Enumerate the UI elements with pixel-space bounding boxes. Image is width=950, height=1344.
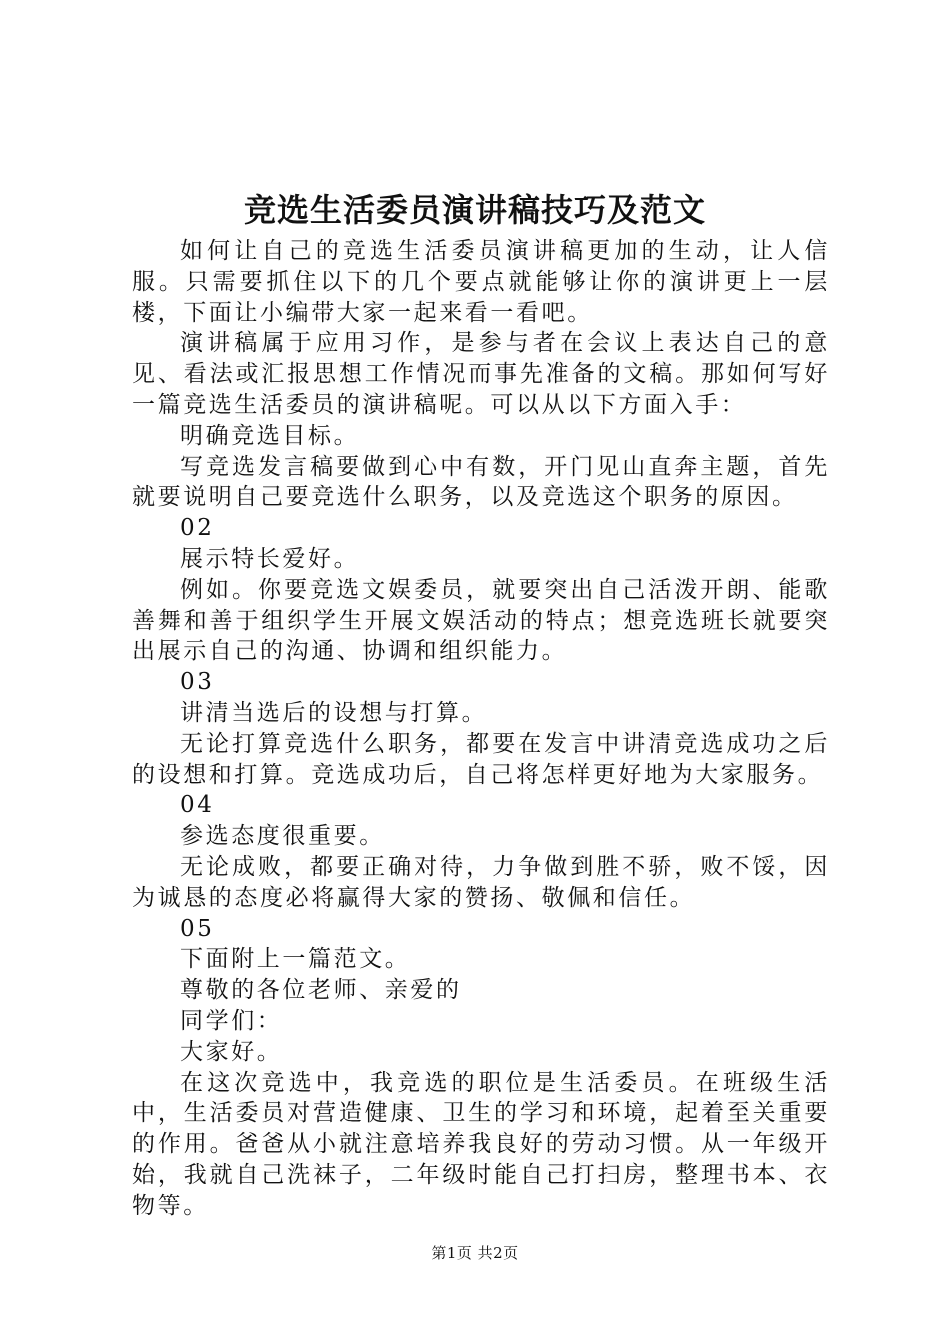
paragraph: 在这次竞选中，我竞选的职位是生活委员。在班级生活中，生活委员对营造健康、卫生的学习和环境，起着至关重要的作用。爸爸从小就注意培养我良好的劳动习惯。从一年级开始，我就自己洗袜子，二年级时能自己打扫房，整理书本、衣物等。	[132, 1069, 830, 1219]
section-heading: 参选态度很重要。	[180, 823, 385, 850]
section-number: 02	[180, 515, 215, 542]
salutation-line: 同学们：	[180, 1007, 283, 1034]
section-heading: 讲清当选后的设想与打算。	[180, 699, 488, 726]
section-heading: 明确竞选目标。	[180, 422, 360, 449]
paragraph: 写竞选发言稿要做到心中有数，开门见山直奔主题，首先就要说明自己要竞选什么职务，以及竞选这个职务的原因。	[132, 453, 830, 511]
document-body	[132, 236, 830, 1222]
paragraph: 无论打算竞选什么职务，都要在发言中讲清竞选成功之后的设想和打算。竞选成功后，自己将怎样更好地为大家服务。	[132, 730, 830, 788]
paragraph: 下面附上一篇范文。	[180, 946, 411, 973]
document-title: 竞选生活委员演讲稿技巧及范文	[243, 191, 706, 229]
section-heading: 展示特长爱好。	[180, 545, 360, 572]
paragraph-definition: 演讲稿属于应用习作，是参与者在会议上表达自己的意见、看法或汇报思想工作情况而事先准备的文稿。那如何写好一篇竞选生活委员的演讲稿呢。可以从以下方面入手：	[132, 330, 830, 418]
page-footer: 第1页 共2页	[431, 1244, 519, 1262]
section-number: 03	[180, 669, 215, 696]
section-number: 05	[180, 915, 215, 942]
paragraph-intro: 如何让自己的竞选生活委员演讲稿更加的生动，让人信服。只需要抓住以下的几个要点就能够让你的演讲更上一层楼，下面让小编带大家一起来看一看吧。	[132, 238, 830, 326]
paragraph: 例如。你要竞选文娱委员，就要突出自己活泼开朗、能歌善舞和善于组织学生开展文娱活动的特点；想竞选班长就要突出展示自己的沟通、协调和组织能力。	[132, 576, 830, 665]
greeting-line: 大家好。	[180, 1038, 283, 1065]
section-number: 04	[180, 792, 215, 819]
salutation-line: 尊敬的各位老师、亲爱的	[180, 977, 462, 1004]
paragraph: 无论成败，都要正确对待，力争做到胜不骄，败不馁，因为诚恳的态度必将赢得大家的赞扬、敬佩和信任。	[132, 853, 830, 911]
